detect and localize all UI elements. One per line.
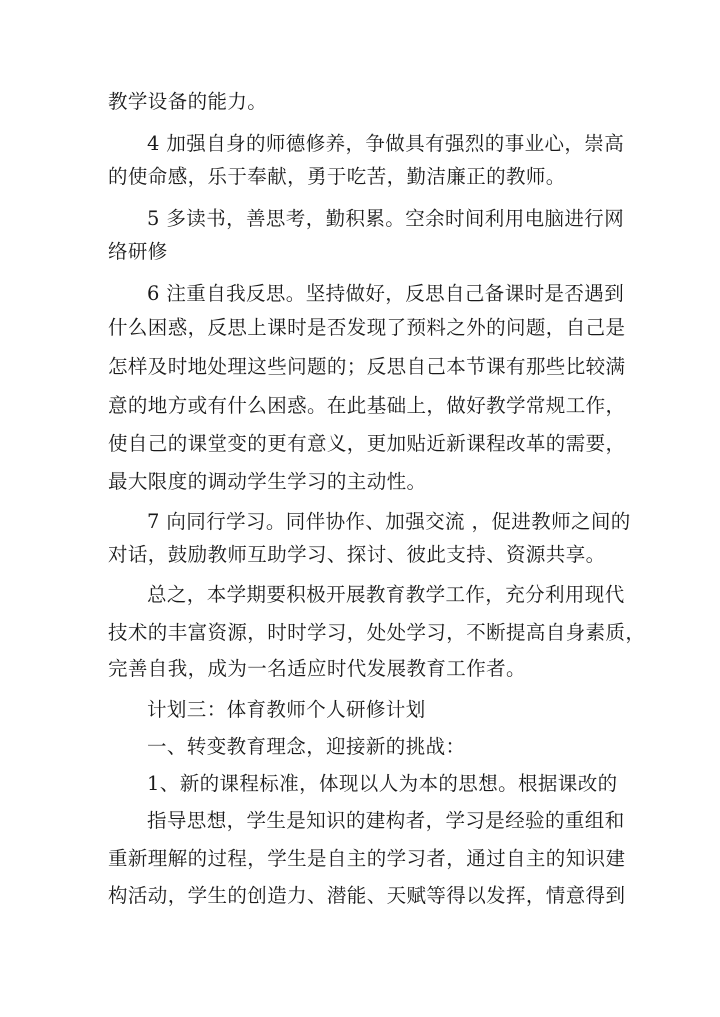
- text-line: 使自己的课堂变的更有意义，更加贴近新课程改革的需要，: [108, 432, 626, 455]
- text-line: 络研修: [108, 240, 168, 263]
- text-line: 最大限度的调动学生学习的主动性。: [108, 470, 427, 493]
- text-line: 什么困惑，反思上课时是否发现了预料之外的问题，自己是: [108, 316, 626, 339]
- text-line: 4 加强自身的师德修养，争做具有强烈的事业心，崇高: [147, 132, 625, 155]
- text-line: 意的地方或有什么困惑。在此基础上，做好教学常规工作，: [108, 394, 626, 417]
- text-line: 技术的丰富资源，时时学习，处处学习，不断提高自身素质，: [108, 621, 646, 644]
- text-line: 怎样及时地处理这些问题的；反思自己本节课有那些比较满: [108, 355, 626, 378]
- text-line: 7 向同行学习。同伴协作、加强交流 ，促进教师之间的: [147, 510, 631, 533]
- subsection-heading: 一、转变教育理念，迎接新的挑战：: [147, 735, 466, 758]
- text-line: 重新理解的过程，学生是自主的学习者，通过自主的知识建: [108, 847, 626, 870]
- section-heading: 计划三：体育教师个人研修计划: [147, 698, 426, 721]
- text-line: 指导思想，学生是知识的建构者，学习是经验的重组和: [147, 809, 625, 832]
- text-line: 5 多读书，善思考，勤积累。空余时间利用电脑进行网: [147, 207, 625, 230]
- text-line: 总之，本学期要积极开展教育教学工作，充分利用现代: [147, 583, 625, 606]
- text-line: 构活动，学生的创造力、潜能、天赋等得以发挥，情意得到: [108, 884, 626, 907]
- text-line: 对话，鼓励教师互助学习、探讨、彼此支持、资源共享。: [108, 543, 606, 566]
- text-line: 教学设备的能力。: [108, 90, 268, 113]
- text-line: 的使命感，乐于奉献，勇于吃苦，勤洁廉正的教师。: [108, 165, 566, 188]
- text-line: 完善自我，成为一名适应时代发展教育工作者。: [108, 657, 526, 680]
- text-line: 6 注重自我反思。坚持做好，反思自己备课时是否遇到: [147, 282, 625, 305]
- text-line: 1、新的课程标准，体现以人为本的思想。根据课改的: [147, 772, 618, 795]
